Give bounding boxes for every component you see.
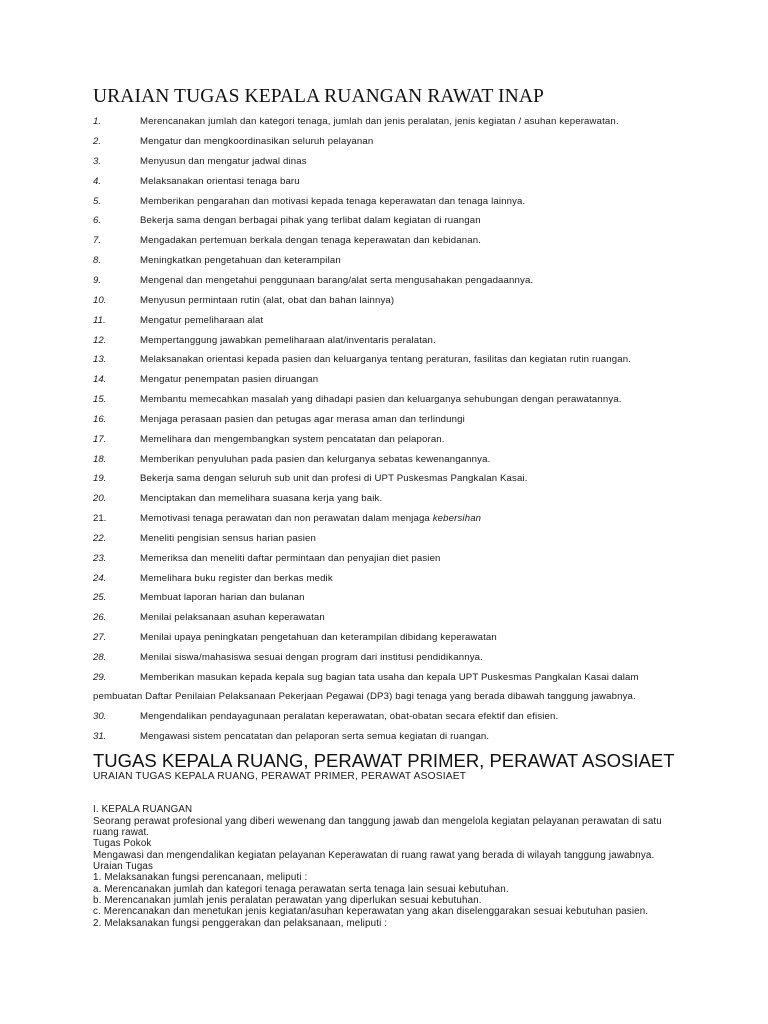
item-text: Meneliti pengisian sensus harian pasien xyxy=(140,533,316,544)
item-text: Bekerja sama dengan seluruh sub unit dan profesi di UPT Puskesmas Pangkalan Kasai. xyxy=(140,473,528,484)
body-line: Uraian Tugas xyxy=(93,861,154,872)
item-number: 26. xyxy=(93,612,107,623)
item-text-emphasis: kebersihan xyxy=(432,513,482,524)
item-text: Mengendalikan pendayagunaan peralatan keperawatan, obat-obatan secara efektif dan efisien. xyxy=(140,711,559,722)
item-number: 6. xyxy=(93,215,102,226)
item-number: 28. xyxy=(93,652,107,663)
item-text: Melaksanakan orientasi tenaga baru xyxy=(140,176,300,187)
item-number: 31. xyxy=(93,731,107,742)
item-text: Merencanakan jumlah dan kategori tenaga, jumlah dan jenis peralatan, jenis kegiatan / asuhan keperawatan. xyxy=(140,116,619,127)
body-line: Tugas Pokok xyxy=(93,838,152,849)
item-number: 3. xyxy=(93,156,102,167)
item-text: Menyusun dan mengatur jadwal dinas xyxy=(140,156,307,167)
item-text: Memeriksa dan meneliti daftar permintaan dan penyajian diet pasien xyxy=(140,553,441,564)
body-line: c. Merencanakan dan menetukan jenis kegiatan/asuhan keperawatan yang akan diselenggarakan sesuai kebutuhan pasien. xyxy=(93,906,649,917)
item-text: Menciptakan dan memelihara suasana kerja yang baik. xyxy=(140,493,383,504)
item-number: 14. xyxy=(93,374,107,385)
item-text: Memelihara buku register dan berkas medik xyxy=(140,573,333,584)
body-line: b. Merencanakan jumlah jenis peralatan perawatan yang diperlukan sesuai kebutuhan. xyxy=(93,895,482,906)
body-line: 1. Melaksanakan fungsi perencanaan, meliputi : xyxy=(93,872,308,883)
item-text: Mengawasi sistem pencatatan dan pelaporan serta semua kegiatan di ruangan. xyxy=(140,731,490,742)
item-text: Mengatur penempatan pasien diruangan xyxy=(140,374,319,385)
body-line: a. Merencanakan jumlah dan kategori tenaga perawatan serta tenaga lain sesuai kebutuhan. xyxy=(93,884,509,895)
body-line: Mengawasi dan mengendalikan kegiatan pelayanan Keperawatan di ruang rawat yang berada di wilayah tanggung jawabnya. xyxy=(93,850,655,861)
item-number: 19. xyxy=(93,473,107,484)
item-text: Memelihara dan mengembangkan system pencatatan dan pelaporan. xyxy=(140,434,445,445)
item-text: Membantu memecahkan masalah yang dihadapi pasien dan keluarganya sehubungan dengan perawatannya. xyxy=(140,394,622,405)
item-text: Menilai siswa/mahasiswa sesuai dengan program dari institusi pendidikannya. xyxy=(140,652,483,663)
item-number: 29. xyxy=(93,672,107,683)
item-text: Mengatur dan mengkoordinasikan seluruh pelayanan xyxy=(140,136,374,147)
item-number: 15. xyxy=(93,394,107,405)
item-text: Membuat laporan harian dan bulanan xyxy=(140,592,305,603)
item-text xyxy=(140,513,481,524)
item-text: Mengenal dan mengetahui penggunaan barang/alat serta mengusahakan pengadaannya. xyxy=(140,275,534,286)
item-number: 21. xyxy=(93,513,107,524)
item-text-main: Memotivasi tenaga perawatan dan non perawatan dalam menjaga xyxy=(140,513,433,524)
item-number: 2. xyxy=(93,136,102,147)
body-line: ruang rawat. xyxy=(93,827,150,838)
item-text: Mengatur pemeliharaan alat xyxy=(140,315,264,326)
item-number: 11. xyxy=(93,315,106,326)
item-number: 10. xyxy=(93,295,107,306)
item-number: 27. xyxy=(93,632,107,643)
item-text: Memberikan masukan kepada kepala sug bagian tata usaha dan kepala UPT Puskesmas Pangkalan Kasai dalam xyxy=(140,672,639,683)
item-number: 16. xyxy=(93,414,107,425)
item-text: Menilai pelaksanaan asuhan keperawatan xyxy=(140,612,325,623)
item-text: Menyusun permintaan rutin (alat, obat dan bahan lainnya) xyxy=(140,295,395,306)
list-item-continuation: pembuatan Daftar Penilaian Pelaksanaan Pekerjaan Pegawai (DP3) bagi tenaga yang berada dibawah tanggung jawabnya. xyxy=(93,691,636,702)
item-number: 20. xyxy=(93,493,107,504)
item-number: 25. xyxy=(93,592,107,603)
item-number: 23. xyxy=(93,553,107,564)
body-line: 2. Melaksanakan fungsi penggerakan dan pelaksanaan, meliputi : xyxy=(93,918,388,929)
item-text: Bekerja sama dengan berbagai pihak yang terlibat dalam kegiatan di ruangan xyxy=(140,215,481,226)
item-number: 22. xyxy=(93,533,107,544)
body-line: Seorang perawat profesional yang diberi wewenang dan tanggung jawab dan mengelola kegiatan pelayanan perawatan di satu xyxy=(93,816,662,827)
section-title-tugas-kepala-ruang: TUGAS KEPALA RUANG, PERAWAT PRIMER, PERAWAT ASOSIAET xyxy=(93,750,675,771)
item-text: Meningkatkan pengetahuan dan keterampilan xyxy=(140,255,341,266)
item-number: 1. xyxy=(93,116,102,127)
item-text: Menjaga perasaan pasien dan petugas agar merasa aman dan terlindungi xyxy=(140,414,465,425)
item-number: 18. xyxy=(93,454,107,465)
item-number: 30. xyxy=(93,711,107,722)
item-text: Memberikan penyuluhan pada pasien dan kelurganya sebatas kewenangannya. xyxy=(140,454,491,465)
item-text: Mempertanggung jawabkan pemeliharaan alat/inventaris peralatan. xyxy=(140,335,436,346)
item-number: 9. xyxy=(93,275,102,286)
item-number: 17. xyxy=(93,434,107,445)
item-text: Memberikan pengarahan dan motivasi kepada tenaga keperawatan dan tenaga lainnya. xyxy=(140,196,526,207)
item-number: 12. xyxy=(93,335,107,346)
item-number: 13. xyxy=(93,354,107,365)
item-number: 7. xyxy=(93,235,102,246)
item-number: 24. xyxy=(93,573,107,584)
item-number: 5. xyxy=(93,196,102,207)
body-line: I. KEPALA RUANGAN xyxy=(93,804,193,815)
item-number: 8. xyxy=(93,255,102,266)
item-text: Mengadakan pertemuan berkala dengan tenaga keperawatan dan kebidanan. xyxy=(140,235,482,246)
section-title-uraian-tugas: URAIAN TUGAS KEPALA RUANGAN RAWAT INAP xyxy=(93,86,544,107)
item-text: Menilai upaya peningkatan pengetahuan dan keterampilan dibidang keperawatan xyxy=(140,632,497,643)
item-text: Melaksanakan orientasi kepada pasien dan keluarganya tentang peraturan, fasilitas dan kegiatan rutin ruangan. xyxy=(140,354,632,365)
item-number: 4. xyxy=(93,176,102,187)
section-subtitle: URAIAN TUGAS KEPALA RUANG, PERAWAT PRIMER, PERAWAT ASOSIAET xyxy=(93,771,467,782)
